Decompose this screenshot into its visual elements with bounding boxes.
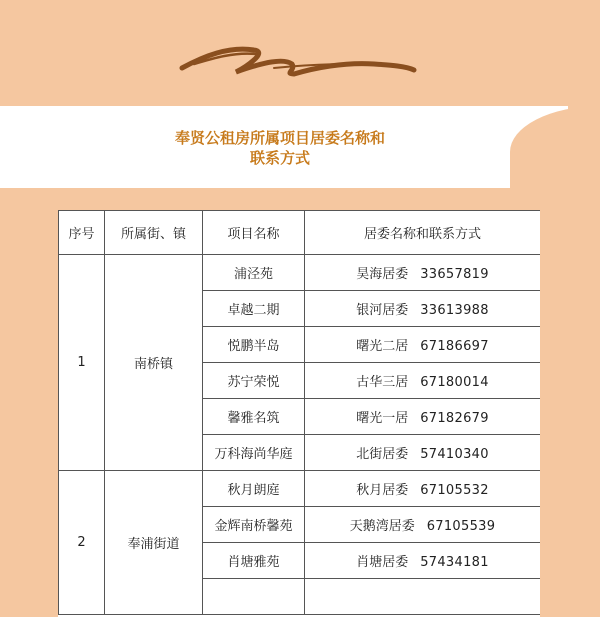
committee-name: 银河居委 xyxy=(356,303,409,318)
seq-cell: 2 xyxy=(59,471,105,615)
project-cell: 苏宁荣悦 xyxy=(203,363,305,399)
project-cell: 卓越二期 xyxy=(203,291,305,327)
town-cell: 南桥镇 xyxy=(105,255,203,471)
committee-name: 曙光一居 xyxy=(356,411,409,426)
phone-number: 57434181 xyxy=(420,555,489,570)
phone-number: 67182679 xyxy=(420,411,489,426)
contact-cell xyxy=(305,255,541,291)
phone-number: 67105532 xyxy=(420,483,489,498)
project-cell: 万科海尚华庭 xyxy=(203,435,305,471)
contact-table-panel xyxy=(58,210,540,617)
contact-cell xyxy=(305,471,541,507)
project-cell: 馨雅名筑 xyxy=(203,399,305,435)
project-cell: 秋月朗庭 xyxy=(203,471,305,507)
header-seq: 序号 xyxy=(59,211,105,255)
contact-cell xyxy=(305,399,541,435)
phone-number: 67105539 xyxy=(426,519,496,534)
project-cell: 浦泾苑 xyxy=(203,255,305,291)
brush-stroke-icon xyxy=(174,38,424,86)
committee-name: 天鹅湾居委 xyxy=(349,519,415,534)
contact-cell xyxy=(305,435,541,471)
project-cell xyxy=(203,579,305,615)
table-row xyxy=(59,255,541,291)
phone-number: 33657819 xyxy=(420,267,489,282)
committee-name: 秋月居委 xyxy=(356,483,409,498)
table-header-row xyxy=(59,211,541,255)
contact-cell xyxy=(305,363,541,399)
project-cell: 肖塘雅苑 xyxy=(203,543,305,579)
page-title-line-1: 奉贤公租房所属项目居委名称和 xyxy=(174,129,385,147)
header-contact: 居委名称和联系方式 xyxy=(305,211,541,255)
phone-number: 33613988 xyxy=(420,303,489,318)
town-cell: 奉浦街道 xyxy=(105,471,203,615)
committee-name: 昊海居委 xyxy=(356,267,409,282)
committee-name: 古华三居 xyxy=(356,375,409,390)
phone-number: 67186697 xyxy=(420,339,489,354)
table-row xyxy=(59,471,541,507)
header-project: 项目名称 xyxy=(203,211,305,255)
contact-cell xyxy=(305,507,541,543)
title-band-edge xyxy=(568,106,600,188)
contact-cell xyxy=(305,291,541,327)
contact-table xyxy=(58,210,540,615)
header-frame xyxy=(0,0,600,106)
phone-number: 57410340 xyxy=(420,447,489,462)
committee-name: 曙光二居 xyxy=(356,339,409,354)
header-town: 所属街、镇 xyxy=(105,211,203,255)
contact-cell xyxy=(305,579,541,615)
seq-cell: 1 xyxy=(59,255,105,471)
page-title-line-2: 联系方式 xyxy=(249,149,310,167)
contact-cell xyxy=(305,327,541,363)
committee-name: 肖塘居委 xyxy=(356,555,409,570)
project-cell: 金辉南桥馨苑 xyxy=(203,507,305,543)
committee-name: 北街居委 xyxy=(356,447,409,462)
project-cell: 悦鹏半岛 xyxy=(203,327,305,363)
contact-cell xyxy=(305,543,541,579)
phone-number: 67180014 xyxy=(420,375,489,390)
